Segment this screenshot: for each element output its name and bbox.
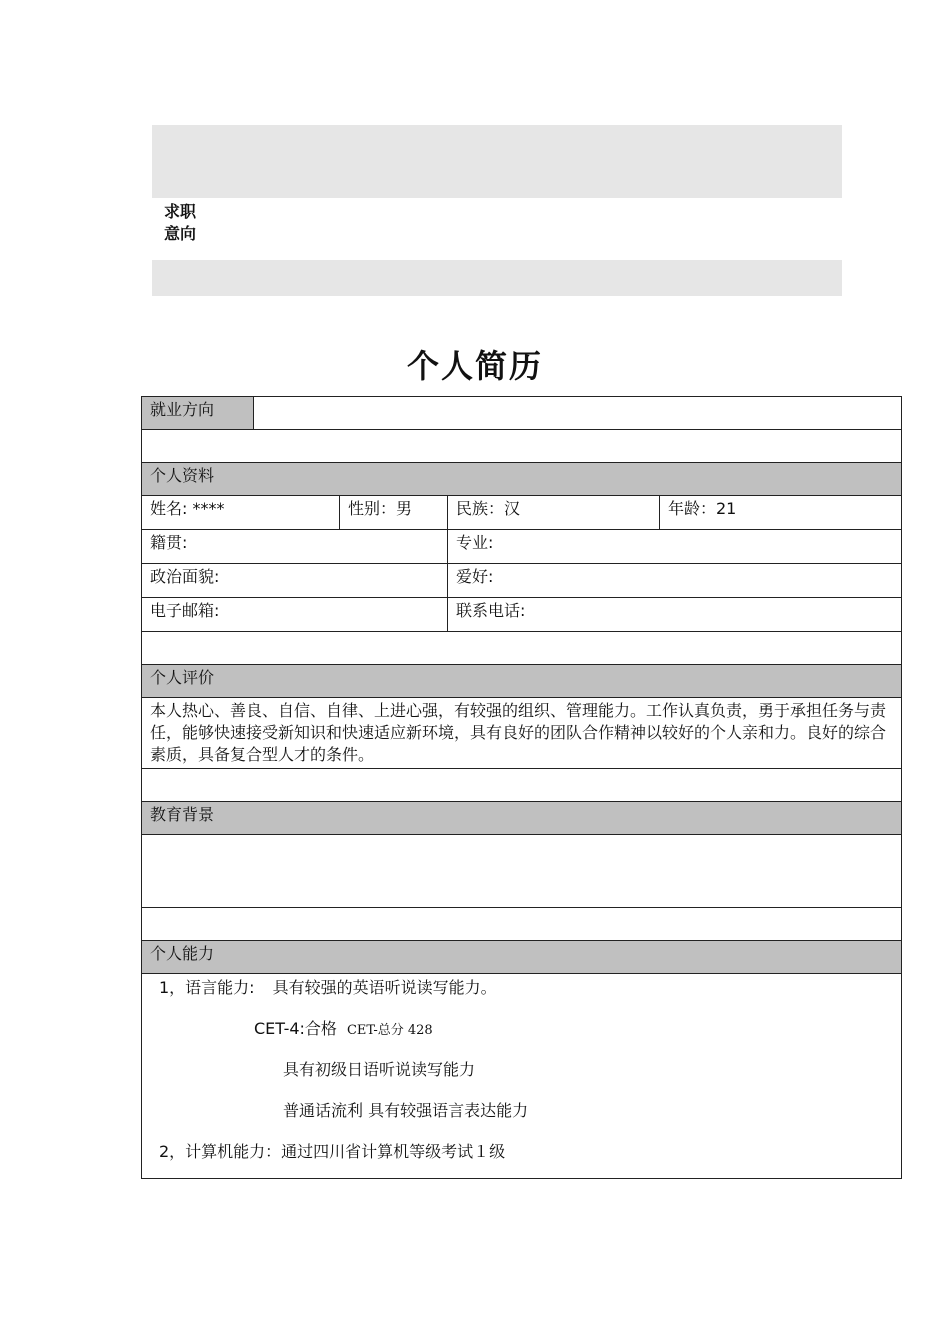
language-ability-text: 具有较强的英语听说读写能力。 bbox=[272, 978, 497, 997]
political-status-field: 政治面貌: bbox=[142, 564, 448, 598]
computer-ability-line: 2，计算机能力：通过四川省计算机等级考试１级 bbox=[159, 1142, 506, 1161]
cet-line bbox=[142, 1015, 901, 1056]
name-field: 姓名: **** bbox=[142, 496, 340, 530]
age-field: 年龄：21 bbox=[660, 496, 902, 530]
phone-field: 联系电话: bbox=[448, 598, 902, 632]
section-header-personal bbox=[142, 463, 902, 496]
abilities-heading: 个人能力 bbox=[142, 941, 902, 974]
mandarin-ability-line: 普通话流利 具有较强语言表达能力 bbox=[283, 1101, 529, 1120]
abilities-row bbox=[142, 974, 902, 1179]
employment-label: 就业方向 bbox=[142, 397, 254, 430]
spacer-row bbox=[142, 430, 902, 463]
hobbies-field: 爱好: bbox=[448, 564, 902, 598]
info-row-contact bbox=[142, 598, 902, 632]
resume-table bbox=[141, 396, 902, 1179]
section-header-evaluation bbox=[142, 665, 902, 698]
gender-field: 性别：男 bbox=[340, 496, 448, 530]
spacer-row bbox=[142, 769, 902, 802]
info-row-origin bbox=[142, 530, 902, 564]
abilities-content bbox=[142, 974, 902, 1179]
education-content bbox=[142, 835, 902, 908]
spacer-row bbox=[142, 632, 902, 665]
cet-score: CET-总分 428 bbox=[346, 1023, 433, 1038]
education-heading: 教育背景 bbox=[142, 802, 902, 835]
header-band-bottom bbox=[152, 260, 842, 296]
evaluation-row bbox=[142, 698, 902, 769]
info-row-basic bbox=[142, 496, 902, 530]
self-evaluation-text: 本人热心、善良、自信、自律、上进心强，有较强的组织、管理能力。工作认真负责，勇于承担任务与责任，能够快速接受新知识和快速适应新环境，具有良好的团队合作精神以较好的个人亲和力。良好的综合素质，具备复合型人才的条件。 bbox=[142, 698, 902, 769]
spacer-row bbox=[142, 908, 902, 941]
native-place-field: 籍贯: bbox=[142, 530, 448, 564]
major-field: 专业: bbox=[448, 530, 902, 564]
job-intent-label: 求职意向 bbox=[164, 202, 197, 243]
header-band-top bbox=[152, 125, 842, 198]
japanese-ability-line: 具有初级日语听说读写能力 bbox=[283, 1060, 476, 1079]
info-row-political bbox=[142, 564, 902, 598]
email-field: 电子邮箱: bbox=[142, 598, 448, 632]
language-ability-label: 1，语言能力: bbox=[159, 978, 255, 997]
employment-row bbox=[142, 397, 902, 430]
page-title: 个人简历 bbox=[406, 347, 543, 385]
language-ability-line bbox=[142, 974, 901, 1015]
self-evaluation-heading: 个人评价 bbox=[142, 665, 902, 698]
section-header-education bbox=[142, 802, 902, 835]
cet-label: CET-4:合格 bbox=[254, 1019, 337, 1038]
ethnicity-field: 民族：汉 bbox=[448, 496, 660, 530]
employment-value bbox=[254, 397, 902, 430]
section-header-abilities bbox=[142, 941, 902, 974]
education-row bbox=[142, 835, 902, 908]
personal-info-heading: 个人资料 bbox=[142, 463, 902, 496]
